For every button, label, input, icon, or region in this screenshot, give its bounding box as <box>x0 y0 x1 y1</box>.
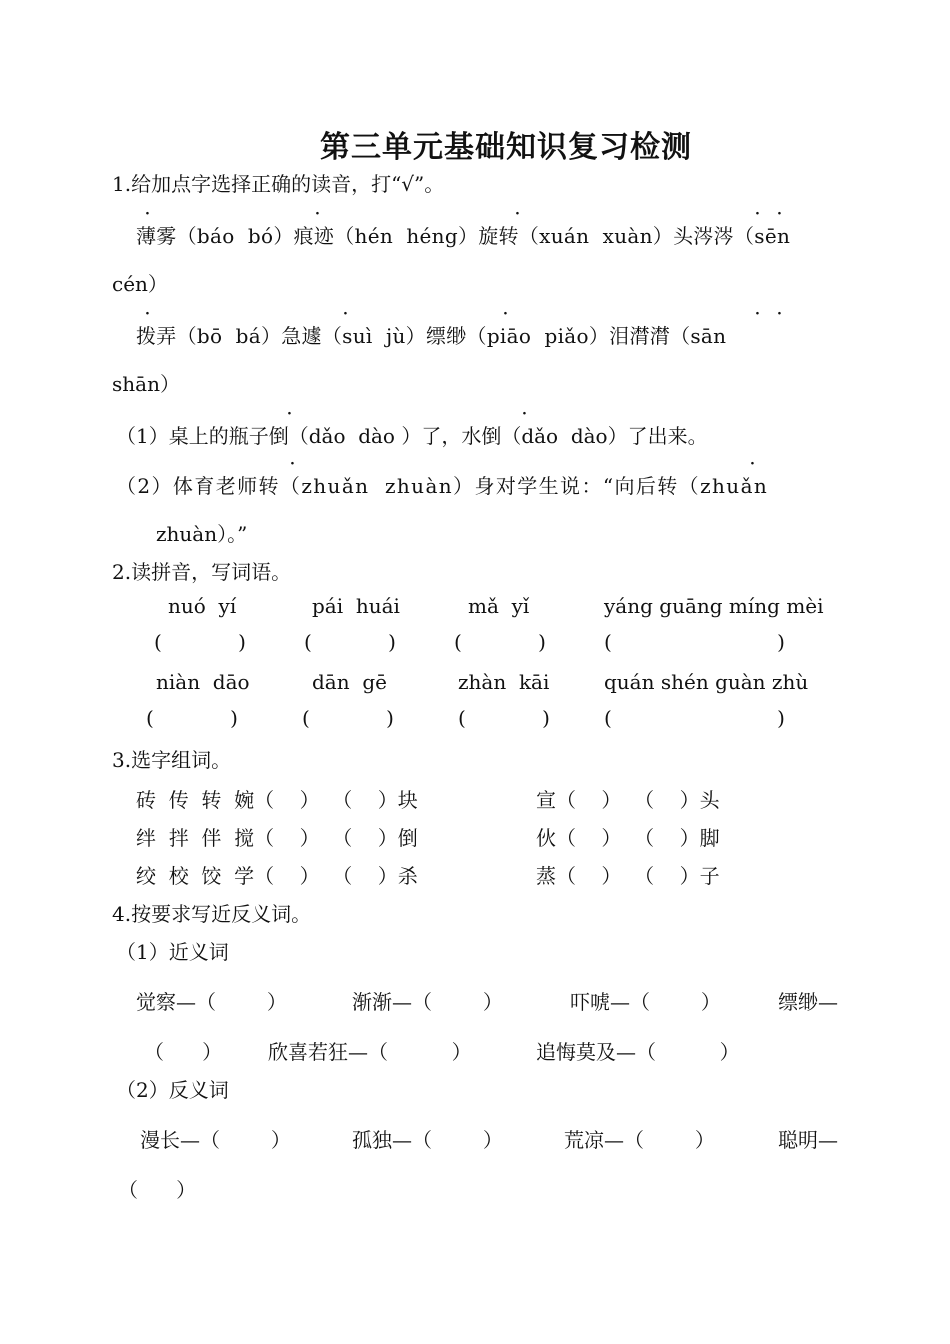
emphasis-dot: · <box>290 456 295 472</box>
emphasis-dot: · <box>522 406 527 422</box>
q3-row: 绞 校 饺 学（ ） （ ）杀 <box>136 864 418 888</box>
q1-line4: （2）体育老师转（zhuǎn zhuàn）身对学生说：“向后转（zhuǎn <box>116 474 769 498</box>
emphasis-dot: · <box>515 206 520 222</box>
q1-line1: 薄雾（báo bó）痕迹（hén héng）旋转（xuán xuàn）头涔涔（sēn <box>136 224 791 248</box>
q3-row: 宣（ ） （ ）头 <box>536 788 720 812</box>
emphasis-dot: · <box>777 206 782 222</box>
synonym-item: 觉察—（ ） <box>136 990 287 1014</box>
antonym-item: 漫长—（ ） <box>140 1128 291 1152</box>
pinyin-label: zhàn kāi <box>458 670 550 694</box>
answer-box[interactable]: ( ) <box>146 706 238 730</box>
q1-line1-cont: cén） <box>112 272 168 296</box>
synonym-item: （ ） <box>144 1040 223 1064</box>
answer-box[interactable]: ( ) <box>604 706 785 730</box>
q3-row: 蒸（ ） （ ）子 <box>536 864 720 888</box>
synonym-item: 缥缈— <box>778 990 838 1014</box>
q3-row: 砖 传 转 婉（ ） （ ）块 <box>136 788 418 812</box>
q3-row: 伙（ ） （ ）脚 <box>536 826 720 850</box>
pinyin-label: quán shén guàn zhù <box>604 670 809 694</box>
q2-heading: 2.读拼音，写词语。 <box>112 560 292 584</box>
emphasis-dot: · <box>750 456 755 472</box>
q3-row: 绊 拌 伴 搅（ ） （ ）倒 <box>136 826 418 850</box>
emphasis-dot: · <box>287 406 292 422</box>
pinyin-label: mǎ yǐ <box>468 594 530 618</box>
answer-box[interactable]: ( ) <box>154 630 246 654</box>
q1-line4-cont: zhuàn）。” <box>156 522 248 546</box>
emphasis-dot: · <box>755 206 760 222</box>
emphasis-dot: · <box>755 306 760 322</box>
synonym-item: 渐渐—（ ） <box>352 990 503 1014</box>
pinyin-label: yáng guāng míng mèi <box>604 594 824 618</box>
emphasis-dot: · <box>315 206 320 222</box>
answer-box[interactable]: ( ) <box>454 630 546 654</box>
q4-subheading: （1）近义词 <box>116 940 229 964</box>
page-title: 第三单元基础知识复习检测 <box>320 130 692 165</box>
emphasis-dot: · <box>343 306 348 322</box>
q1-heading: 1.给加点字选择正确的读音，打“√”。 <box>112 172 445 196</box>
emphasis-dot: · <box>777 306 782 322</box>
answer-box[interactable]: ( ) <box>458 706 550 730</box>
pinyin-label: dān gē <box>312 670 387 694</box>
answer-box[interactable]: ( ) <box>302 706 394 730</box>
q1-line3: （1）桌上的瓶子倒（dǎo dào ）了，水倒（dǎo dào）了出来。 <box>116 424 708 448</box>
antonym-item: （ ） <box>118 1178 197 1202</box>
antonym-item: 聪明— <box>778 1128 838 1152</box>
synonym-item: 欣喜若狂—（ ） <box>268 1040 472 1064</box>
pinyin-label: pái huái <box>312 594 400 618</box>
emphasis-dot: · <box>145 206 150 222</box>
answer-box[interactable]: ( ) <box>604 630 785 654</box>
answer-box[interactable]: ( ) <box>304 630 396 654</box>
q1-line2-cont: shān） <box>112 372 180 396</box>
antonym-item: 孤独—（ ） <box>352 1128 503 1152</box>
q1-line2: 拨弄（bō bá）急遽（suì jù）缥缈（piāo piǎo）泪潸潸（sān <box>136 324 727 348</box>
emphasis-dot: · <box>503 306 508 322</box>
pinyin-label: nuó yí <box>168 594 237 618</box>
synonym-item: 吓唬—（ ） <box>570 990 721 1014</box>
pinyin-label: niàn dāo <box>156 670 250 694</box>
q4-heading: 4.按要求写近反义词。 <box>112 902 312 926</box>
emphasis-dot: · <box>145 306 150 322</box>
synonym-item: 追悔莫及—（ ） <box>536 1040 740 1064</box>
q4-subheading: （2）反义词 <box>116 1078 229 1102</box>
antonym-item: 荒凉—（ ） <box>564 1128 715 1152</box>
q3-heading: 3.选字组词。 <box>112 748 232 772</box>
